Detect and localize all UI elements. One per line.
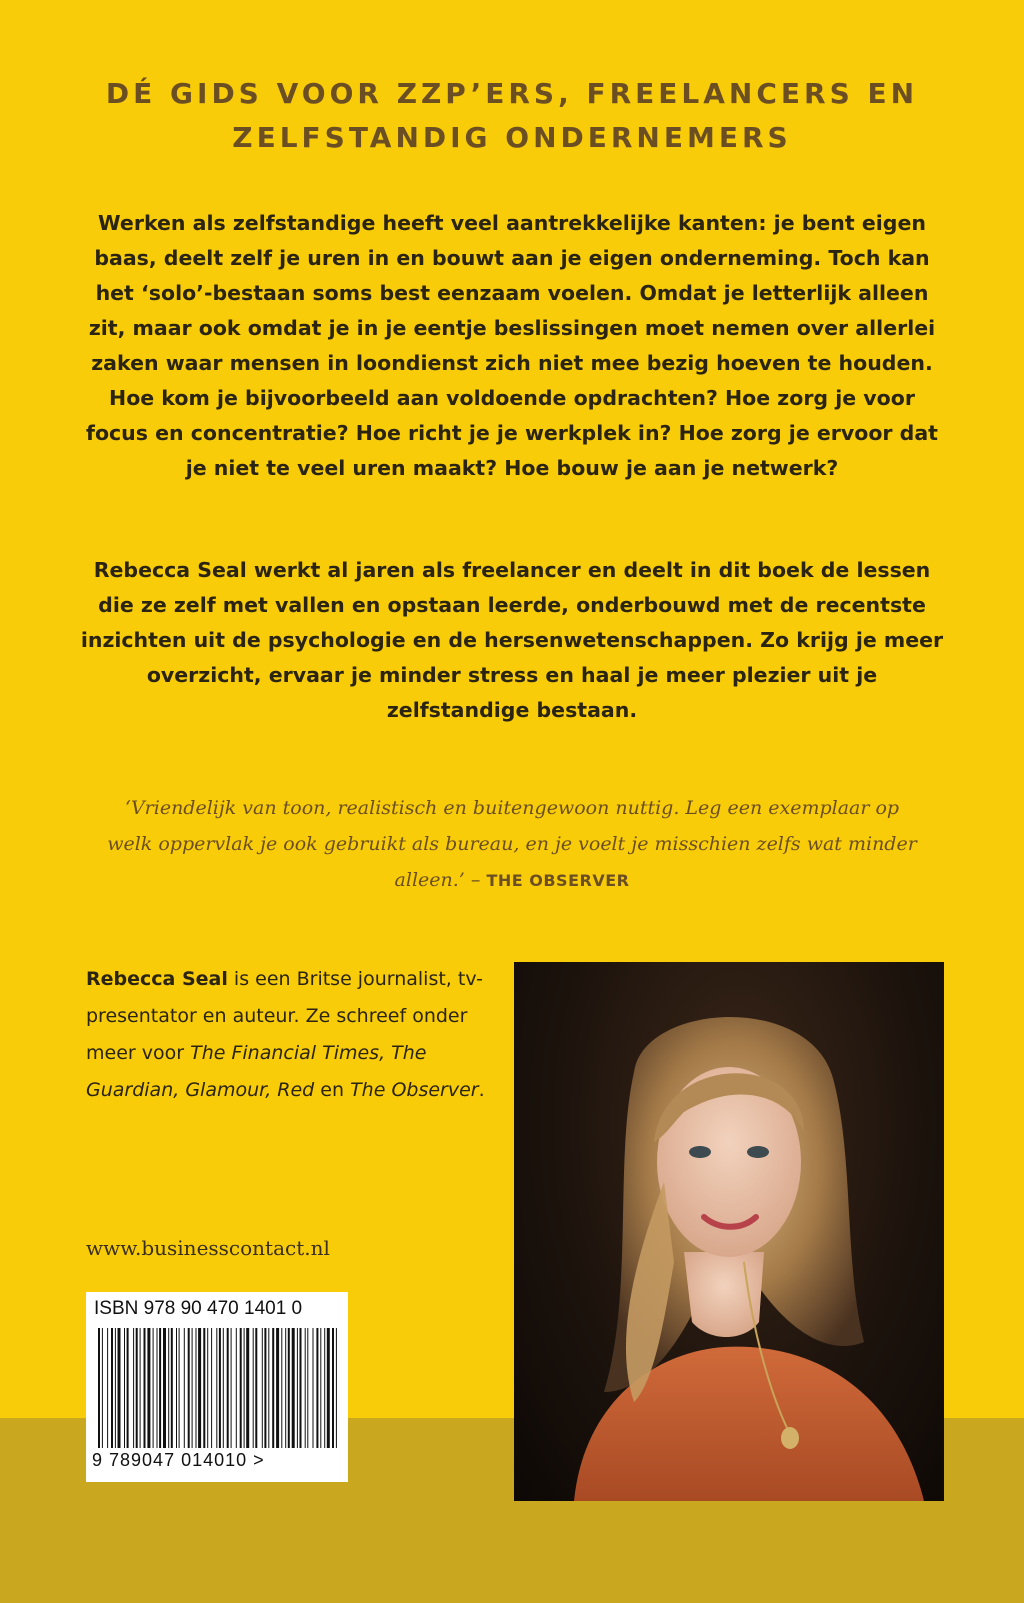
barcode-bar bbox=[336, 1328, 337, 1448]
publisher-website: www.businesscontact.nl bbox=[86, 1236, 330, 1260]
isbn-label: ISBN 978 90 470 1401 0 bbox=[94, 1298, 303, 1319]
barcode-bar bbox=[140, 1328, 141, 1448]
barcode-bar bbox=[153, 1328, 154, 1448]
barcode-bar bbox=[163, 1328, 166, 1448]
author-bio-text-2: en bbox=[314, 1079, 351, 1101]
barcode-bar bbox=[236, 1328, 237, 1448]
heading-line-2: ZELFSTANDIG ONDERNEMERS bbox=[232, 121, 792, 154]
barcode-bar bbox=[136, 1328, 138, 1448]
barcode-bar bbox=[207, 1328, 208, 1448]
barcode-bar bbox=[276, 1328, 279, 1448]
barcode-bar bbox=[262, 1328, 263, 1448]
barcode-bar bbox=[196, 1328, 197, 1448]
barcode-bar bbox=[124, 1328, 125, 1448]
barcode-bar bbox=[327, 1328, 330, 1448]
barcode-bar bbox=[157, 1328, 158, 1448]
barcode-bar bbox=[223, 1328, 224, 1448]
barcode-bar bbox=[307, 1328, 308, 1448]
barcode-bar bbox=[240, 1328, 242, 1448]
barcode-bar bbox=[313, 1328, 314, 1448]
barcode-bar bbox=[253, 1328, 254, 1448]
heading-line-1: DÉ GIDS VOOR ZZP’ERS, FREELANCERS EN bbox=[105, 77, 919, 110]
barcode-bar bbox=[285, 1328, 286, 1448]
barcode-bar bbox=[133, 1328, 134, 1448]
barcode-bar bbox=[246, 1328, 249, 1448]
review-dash: – bbox=[464, 869, 487, 891]
barcode-bar bbox=[188, 1328, 190, 1448]
barcode-bar bbox=[281, 1328, 282, 1448]
barcode-bar bbox=[268, 1328, 269, 1448]
barcode-bar bbox=[168, 1328, 169, 1448]
barcode-bar bbox=[288, 1328, 290, 1448]
barcode-bar bbox=[159, 1328, 161, 1448]
description-paragraph-1: Werken als zelfstandige heeft veel aantrekkelijke kanten: je bent eigen baas, deelt zelf je uren in en bouwt aan je eigen onderneming. Toch kan het ‘solo’-bestaan soms best eenzaam voelen. Omdat je letterlijk alleen zit, maar ook omdat je in je eentje beslissingen moet nemen over allerlei zaken waar mensen in loondienst zich niet mee bezig hoeven te houden. Hoe kom je bijvoorbeeld aan voldoende opdrachten? Hoe zorg je voor focus en concentratie? Hoe richt je je werkplek in? Hoe zorg je ervoor dat je niet te veel uren maakt? Hoe bouw je aan je netwerk? bbox=[86, 211, 938, 480]
barcode-bar bbox=[144, 1328, 146, 1448]
barcode-bar bbox=[320, 1328, 321, 1448]
isbn-barcode bbox=[86, 1292, 348, 1482]
author-bio-text-1: is een Britse journalist, tv-presentator en auteur. Ze schreef onder meer voor bbox=[86, 968, 483, 1064]
barcode-bar bbox=[292, 1328, 295, 1448]
barcode-bar bbox=[184, 1328, 185, 1448]
barcode-bar bbox=[255, 1328, 257, 1448]
barcode-bar bbox=[324, 1328, 325, 1448]
barcode-bar bbox=[316, 1328, 318, 1448]
barcode-bar bbox=[203, 1328, 205, 1448]
barcode-bars bbox=[86, 1326, 348, 1450]
review-source: THE OBSERVER bbox=[486, 871, 630, 890]
barcode-bar bbox=[216, 1328, 217, 1448]
cover-heading bbox=[0, 72, 1024, 160]
barcode-bar bbox=[227, 1328, 229, 1448]
barcode-bar bbox=[171, 1328, 173, 1448]
barcode-bar bbox=[147, 1328, 150, 1448]
author-bio-text-3: . bbox=[478, 1079, 485, 1101]
barcode-bar bbox=[192, 1328, 193, 1448]
author-photo bbox=[514, 962, 944, 1501]
barcode-bar bbox=[211, 1328, 212, 1448]
barcode-bar bbox=[332, 1328, 334, 1448]
barcode-bar bbox=[297, 1328, 298, 1448]
barcode-bar bbox=[102, 1328, 103, 1448]
barcode-bar bbox=[264, 1328, 266, 1448]
barcode-bar bbox=[231, 1328, 232, 1448]
barcode-bar bbox=[115, 1328, 116, 1448]
barcode-bar bbox=[305, 1328, 306, 1448]
barcode-bar bbox=[272, 1328, 274, 1448]
barcode-digits: 9 789047 014010 > bbox=[92, 1450, 265, 1470]
barcode-bar bbox=[219, 1328, 221, 1448]
author-portrait-illustration bbox=[514, 962, 944, 1501]
author-bio bbox=[86, 961, 496, 1109]
review-quote-block bbox=[100, 790, 924, 899]
barcode-bar bbox=[98, 1328, 100, 1448]
barcode-bar bbox=[118, 1328, 121, 1448]
barcode-bar bbox=[244, 1328, 245, 1448]
barcode-bar bbox=[179, 1328, 180, 1448]
barcode-bar bbox=[107, 1328, 108, 1448]
description-paragraph-2: Rebecca Seal werkt al jaren als freelancer en deelt in dit boek de lessen die ze zelf met vallen en opstaan leerde, onderbouwd met de recentste inzichten uit de psychologie en de hersenwetenschappen. Zo krijg je meer overzicht, ervaar je minder stress en haal je meer plezier uit je zelfstandige bestaan. bbox=[80, 558, 944, 722]
barcode-bar bbox=[198, 1328, 201, 1448]
review-quote: ‘Vriendelijk van toon, realistisch en buitengewoon nuttig. Leg een exemplaar op welk oppervlak je ook gebruikt als bureau, en je voelt je misschien zelfs wat minder alleen.’ bbox=[107, 797, 917, 891]
barcode-bar bbox=[111, 1328, 113, 1448]
author-bio-publications-1: The Financial Times, The Guardian, Glamour, Red bbox=[86, 1042, 427, 1101]
barcode-bar bbox=[176, 1328, 177, 1448]
barcode-bar bbox=[300, 1328, 302, 1448]
author-name: Rebecca Seal bbox=[86, 968, 228, 990]
author-bio-publications-2: The Observer bbox=[350, 1079, 479, 1101]
barcode-bar bbox=[127, 1328, 129, 1448]
